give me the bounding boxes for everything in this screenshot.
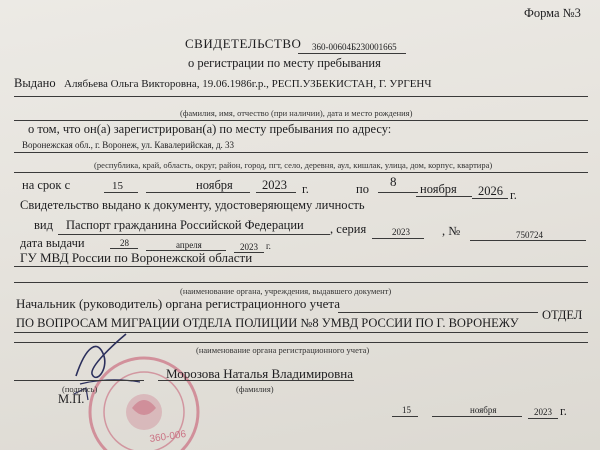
term-to-day: 8 <box>390 174 397 189</box>
term-year-suffix-1: г. <box>302 182 309 196</box>
form-number: Форма №3 <box>524 6 581 20</box>
address-value: Воронежская обл., г. Воронеж, ул. Кавалерийская, д. 33 <box>22 140 235 150</box>
issued-to-value: Алябьева Ольга Викторовна, 19.06.1986г.р., РЕСП.УЗБЕКИСТАН, Г. УРГЕНЧ <box>64 78 432 90</box>
document-number-label: , № <box>442 224 461 238</box>
issued-to-caption: (фамилия, имя, отчество (при наличии), дата и место рождения) <box>180 108 413 118</box>
document-number-value: 750724 <box>516 230 543 240</box>
authority-caption: (наименование органа регистрационного учета) <box>196 345 370 355</box>
document-type-value: Паспорт гражданина Российской Федерации <box>66 218 304 232</box>
certificate-number: 360-00604Б230001665 <box>312 42 397 52</box>
term-from-month: ноября <box>196 178 233 192</box>
certificate-title: СВИДЕТЕЛЬСТВО <box>185 36 302 51</box>
term-to-year: 2026 <box>478 184 503 198</box>
signatory-name: Морозова Наталья Владимировна <box>166 366 354 381</box>
address-caption: (республика, край, область, округ, район, город, пгт, село, деревня, аул, кишлак, улица, дом, корпус, квартира) <box>94 160 493 170</box>
issue-date-year: 2023 <box>534 407 552 417</box>
stamp-number: 360-006 <box>148 428 187 445</box>
issue-date-suffix: г. <box>560 404 567 418</box>
issue-date-month: ноября <box>470 405 497 415</box>
document-issuer: ГУ МВД России по Воронежской области <box>20 250 253 265</box>
document-date-day: 28 <box>120 238 129 248</box>
authority-dept-part1: ОТДЕЛ <box>542 308 583 322</box>
issue-date-day: 15 <box>402 405 411 415</box>
term-from-year: 2023 <box>262 178 287 192</box>
term-from-day: 15 <box>112 180 123 192</box>
surname-caption: (фамилия) <box>236 384 274 394</box>
issued-to-label: Выдано <box>14 76 56 90</box>
document-series-value: 2023 <box>392 227 410 237</box>
document-intro: Свидетельство выдано к документу, удостоверяющему личность <box>20 198 365 212</box>
term-year-suffix-2: г. <box>510 188 517 202</box>
document-type-label: вид <box>34 218 53 232</box>
certificate-subtitle: о регистрации по месту пребывания <box>188 56 381 70</box>
term-from-label: на срок с <box>22 178 71 192</box>
document-series-label: , серия <box>330 222 367 236</box>
document-date-month: апреля <box>176 240 202 250</box>
document-issuer-caption: (наименование органа, учреждения, выдавшего документ) <box>180 286 392 296</box>
document-date-suffix: г. <box>266 241 271 251</box>
document-date-year: 2023 <box>240 242 258 252</box>
mp-mark: М.П. <box>58 392 85 406</box>
authority-head-label: Начальник (руководитель) органа регистрационного учета <box>16 296 340 311</box>
document-date-label: дата выдачи <box>20 236 85 250</box>
address-label: о том, что он(а) зарегистрирован(а) по месту пребывания по адресу: <box>28 122 392 136</box>
term-to-label: по <box>356 182 369 196</box>
term-to-month: ноября <box>420 182 457 196</box>
authority-dept-part2: ПО ВОПРОСАМ МИГРАЦИИ ОТДЕЛА ПОЛИЦИИ №8 УМВД РОССИИ ПО Г. ВОРОНЕЖУ <box>16 316 519 330</box>
sign-caption: (подпись) <box>62 384 98 394</box>
